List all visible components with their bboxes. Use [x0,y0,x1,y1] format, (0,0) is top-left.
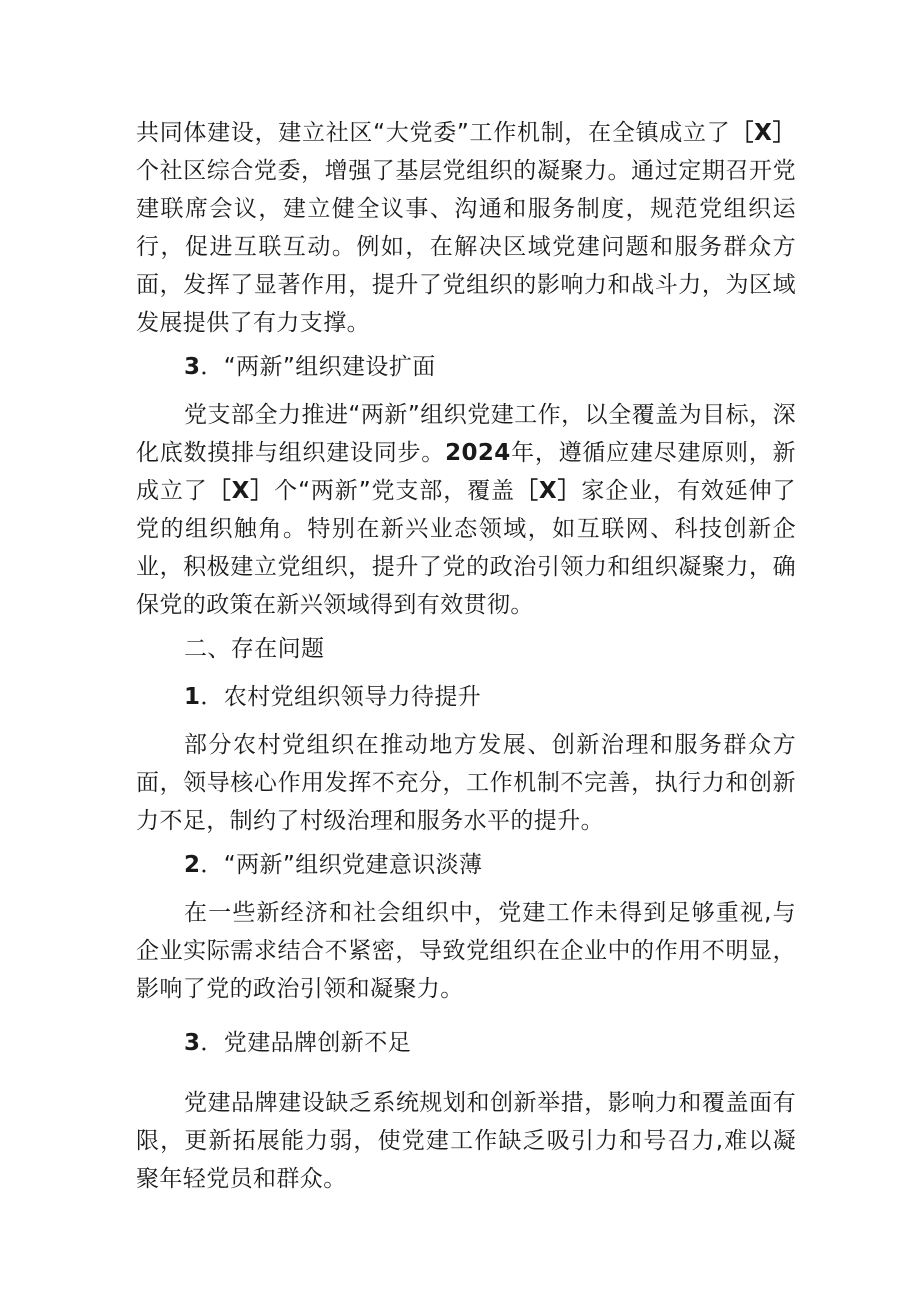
paragraph-community-party [136,114,796,342]
heading-number: 3 [184,1030,201,1056]
heading-text: ．“两新”组织建设扩面 [200,354,436,380]
placeholder-x: ［X］ [730,120,797,146]
heading-text: ．农村党组织领导力待提升 [200,684,482,710]
heading-two-new-awareness [184,846,796,884]
heading-two-new-expansion [184,348,796,386]
section-heading-problems: 二、存在问题 [184,636,325,662]
heading-number: 1 [184,684,201,710]
paragraph-rural-leadership: 部分农村党组织在推动地方发展、创新治理和服务群众方面，领导核心作用发挥不充分，工作机制不完善，执行力和创新力不足，制约了村级治理和服务水平的提升。 [136,732,796,834]
heading-number: 2 [184,852,201,878]
paragraph-two-new-work [136,396,796,624]
heading-number: 3 [184,354,201,380]
paragraph-two-new-awareness: 在一些新经济和社会组织中，党建工作未得到足够重视,与企业实际需求结合不紧密，导致党组织在企业中的作用不明显，影响了党的政治引领和凝聚力。 [136,900,796,1002]
heading-text: ．“两新”组织党建意识淡薄 [200,852,483,878]
year-value: 2024 [445,440,511,466]
placeholder-x: ［X］ [514,478,582,504]
heading-brand-innovation [184,1024,796,1062]
paragraph-text: 党支部全力推进“两新”组织党建工作，以全覆盖为目标，深化底数摸排与组织建设同步。 [136,402,796,466]
placeholder-x: ［X］ [207,478,275,504]
paragraph-text: 家企业，有效延伸了党的组织触角。特别在新兴业态领域，如互联网、科技创新企业，积极建立党组织，提升了党的政治引领力和组织凝聚力，确保党的政策在新兴领域得到有效贯彻。 [136,478,797,618]
heading-text: ．党建品牌创新不足 [200,1030,412,1056]
paragraph-text: 个“两新”党支部，覆盖 [274,478,515,504]
heading-rural-leadership [184,678,796,716]
paragraph-text: 个社区综合党委，增强了基层党组织的凝聚力。通过定期召开党建联席会议，建立健全议事、沟通和服务制度，规范党组织运行，促进互联互动。例如，在解决区域党建问题和服务群众方面，发挥了显著作用，提升了党组织的影响力和战斗力，为区域发展提供了有力支撑。 [136,158,796,336]
paragraph-text: 年，遵循应建尽建原则，新成立了 [136,440,796,504]
paragraph-brand-innovation: 党建品牌建设缺乏系统规划和创新举措，影响力和覆盖面有限，更新拓展能力弱，使党建工作缺乏吸引力和号召力,难以凝聚年轻党员和群众。 [136,1090,796,1192]
paragraph-text: 共同体建设，建立社区“大党委”工作机制，在全镇成立了 [136,120,731,146]
